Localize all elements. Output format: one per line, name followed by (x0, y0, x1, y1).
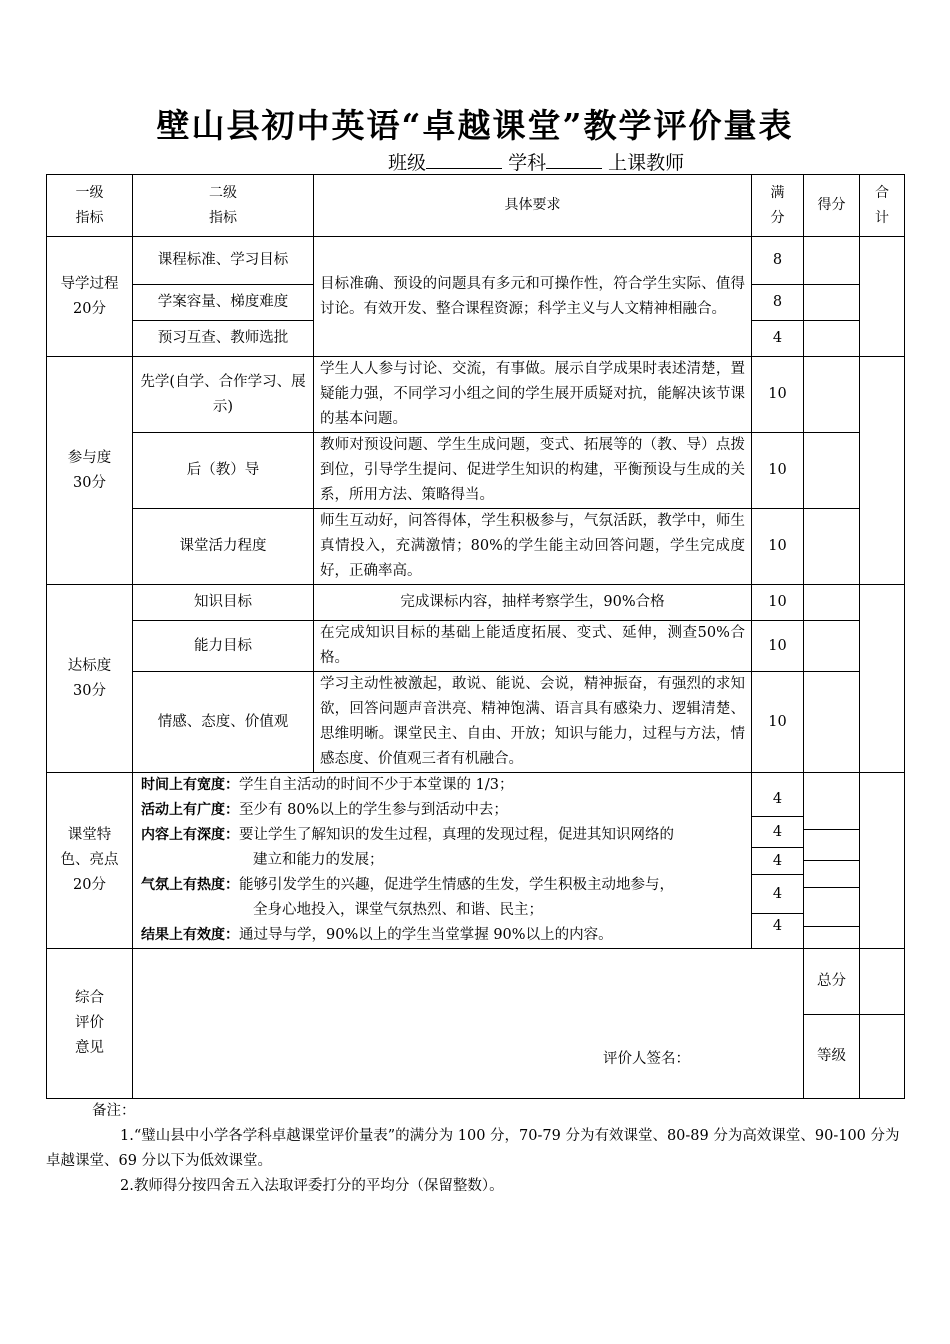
participation-full-3: 10 (752, 509, 804, 585)
table-row (47, 773, 905, 949)
feature-line-3: 内容上有深度：要让学生了解知识的发生过程，真理的发现过程，促进其知识网络的 (141, 827, 674, 843)
features-full-3: 4 (752, 847, 803, 874)
participation-full-1: 10 (752, 357, 804, 433)
guide-item-1: 课程标准、学习目标 (133, 237, 314, 285)
table-row (47, 433, 905, 509)
feature-line-1: 时间上有宽度：学生自主活动的时间不少于本堂课的 1/3； (141, 777, 514, 793)
achievement-full-2: 10 (752, 621, 804, 672)
achievement-requirement-2: 在完成知识目标的基础上能适度拓展、变式、延伸，测查50%合格。 (314, 621, 752, 672)
features-score-4[interactable] (804, 887, 859, 926)
guide-item-3: 预习互查、教师选批 (133, 321, 314, 357)
features-full-1: 4 (772, 790, 783, 807)
guide-full-1: 8 (752, 237, 804, 285)
form-info-line (388, 148, 684, 175)
table-header-row (47, 175, 905, 237)
features-score-5[interactable] (804, 926, 859, 927)
features-full-4: 4 (752, 874, 803, 913)
participation-requirement-1: 学生人人参与讨论、交流，有事做。展示自学成果时表述清楚，置疑能力强，不同学习小组之间的学生展开质疑对抗，能解决该节课的基本问题。 (314, 357, 752, 433)
header-requirement: 具体要求 (314, 175, 752, 237)
guide-full-2: 8 (752, 285, 804, 321)
achievement-total-cell[interactable] (860, 585, 905, 773)
table-row (47, 509, 905, 585)
total-score-label: 总分 (804, 949, 860, 1015)
guide-requirement: 目标准确、预设的问题具有多元和可操作性，符合学生实际、值得讨论。有效开发、整合课程资源；科学主义与人文精神相融合。 (314, 237, 752, 357)
table-row (47, 357, 905, 433)
table-row (47, 237, 905, 285)
features-total-cell[interactable] (860, 773, 905, 949)
notes-heading: 备注： (92, 1103, 136, 1119)
grade-cell[interactable] (860, 1015, 905, 1099)
table-row (47, 949, 905, 1015)
feature-line-5: 结果上有效度：通过导与学，90%以上的学生当堂掌握 90%以上的内容。 (141, 927, 613, 943)
signer-label: 评价人签名： (603, 1051, 690, 1067)
feature-line-2: 活动上有广度：至少有 80%以上的学生参与到活动中去； (141, 802, 508, 818)
features-score-column (804, 773, 860, 949)
table-row (47, 672, 905, 773)
total-score-cell[interactable] (860, 949, 905, 1015)
achievement-full-1: 10 (752, 585, 804, 621)
features-requirements (133, 773, 752, 949)
guide-score-3[interactable] (804, 321, 860, 357)
table-row (47, 621, 905, 672)
section-participation-name: 参与度 30分 (47, 357, 133, 585)
achievement-item-2: 能力目标 (133, 621, 314, 672)
note-1: 1.“璧山县中小学各学科卓越课堂评价量表”的满分为 100 分，70-79 分为有效课堂、80-89 分为高效课堂、90-100 分为卓越课堂、69 分以下为低效课堂。 (46, 1128, 900, 1169)
participation-total-cell[interactable] (860, 357, 905, 585)
feature-line-4-cont: 全身心地投入，课堂气氛热烈、和谐、民主； (253, 902, 543, 918)
participation-score-1[interactable] (804, 357, 860, 433)
feature-line-3-cont: 建立和能力的发展； (253, 852, 384, 868)
participation-requirement-2: 教师对预设问题、学生生成问题，变式、拓展等的（教、导）点拨到位，引导学生提问、促进学生知识的构建，平衡预设与生成的关系，所用方法、策略得当。 (314, 433, 752, 509)
class-label: 班级 (388, 152, 427, 174)
guide-score-1[interactable] (804, 237, 860, 285)
participation-full-2: 10 (752, 433, 804, 509)
achievement-full-3: 10 (752, 672, 804, 773)
header-full-score: 满 分 (752, 175, 804, 237)
table-row (47, 585, 905, 621)
teacher-label: 上课教师 (608, 152, 685, 174)
participation-requirement-3: 师生互动好，问答得体，学生积极参与，气氛活跃，教学中，师生真情投入，充满激情；80%的学生能主动回答问题，学生完成度好，正确率高。 (314, 509, 752, 585)
achievement-score-2[interactable] (804, 621, 860, 672)
participation-score-3[interactable] (804, 509, 860, 585)
achievement-score-1[interactable] (804, 585, 860, 621)
subject-label: 学科 (508, 152, 547, 174)
evaluation-table (46, 174, 905, 1099)
section-overall-name: 综合 评价 意见 (47, 949, 133, 1099)
header-score: 得分 (804, 175, 860, 237)
grade-label: 等级 (804, 1015, 860, 1099)
page-title: 壁山县初中英语“卓越课堂”教学评价量表 (156, 106, 794, 145)
guide-score-2[interactable] (804, 285, 860, 321)
section-achievement-name: 达标度 30分 (47, 585, 133, 773)
features-full-2: 4 (752, 816, 803, 847)
guide-item-2: 学案容量、梯度难度 (133, 285, 314, 321)
guide-full-3: 4 (752, 321, 804, 357)
features-score-1[interactable] (804, 795, 859, 829)
achievement-score-3[interactable] (804, 672, 860, 773)
features-score-2[interactable] (804, 829, 859, 860)
section-guide-name: 导学过程 20分 (47, 237, 133, 357)
subject-blank-field[interactable] (546, 150, 602, 169)
achievement-item-3: 情感、态度、价值观 (133, 672, 314, 773)
achievement-requirement-3: 学习主动性被激起，敢说、能说、会说，精神振奋，有强烈的求知欲，回答问题声音洪亮、精神饱满、语言具有感染力、逻辑清楚、思维明晰。课堂民主、自由、开放；知识与能力，过程与方法，情感态度、价值观三者有机融合。 (314, 672, 752, 773)
guide-total-cell[interactable] (860, 237, 905, 357)
header-level2: 二级 指标 (133, 175, 314, 237)
achievement-requirement-1: 完成课标内容，抽样考察学生，90%合格 (314, 585, 752, 621)
notes-section (46, 1099, 904, 1199)
header-total: 合 计 (860, 175, 905, 237)
features-full-5: 4 (752, 913, 803, 939)
features-full-column (752, 773, 804, 949)
note-2: 2.教师得分按四舍五入法取评委打分的平均分（保留整数）。 (120, 1178, 504, 1194)
feature-line-4: 气氛上有热度：能够引发学生的兴趣，促进学生情感的生发，学生积极主动地参与， (141, 877, 674, 893)
participation-item-2: 后（教）导 (133, 433, 314, 509)
features-score-3[interactable] (804, 860, 859, 887)
participation-item-3: 课堂活力程度 (133, 509, 314, 585)
participation-item-1: 先学(自学、合作学习、展示) (133, 357, 314, 433)
achievement-item-1: 知识目标 (133, 585, 314, 621)
section-features-name: 课堂特 色、亮点 20分 (47, 773, 133, 949)
participation-score-2[interactable] (804, 433, 860, 509)
class-blank-field[interactable] (426, 150, 502, 169)
overall-comment-area[interactable] (133, 949, 804, 1099)
header-level1: 一级 指标 (47, 175, 133, 237)
